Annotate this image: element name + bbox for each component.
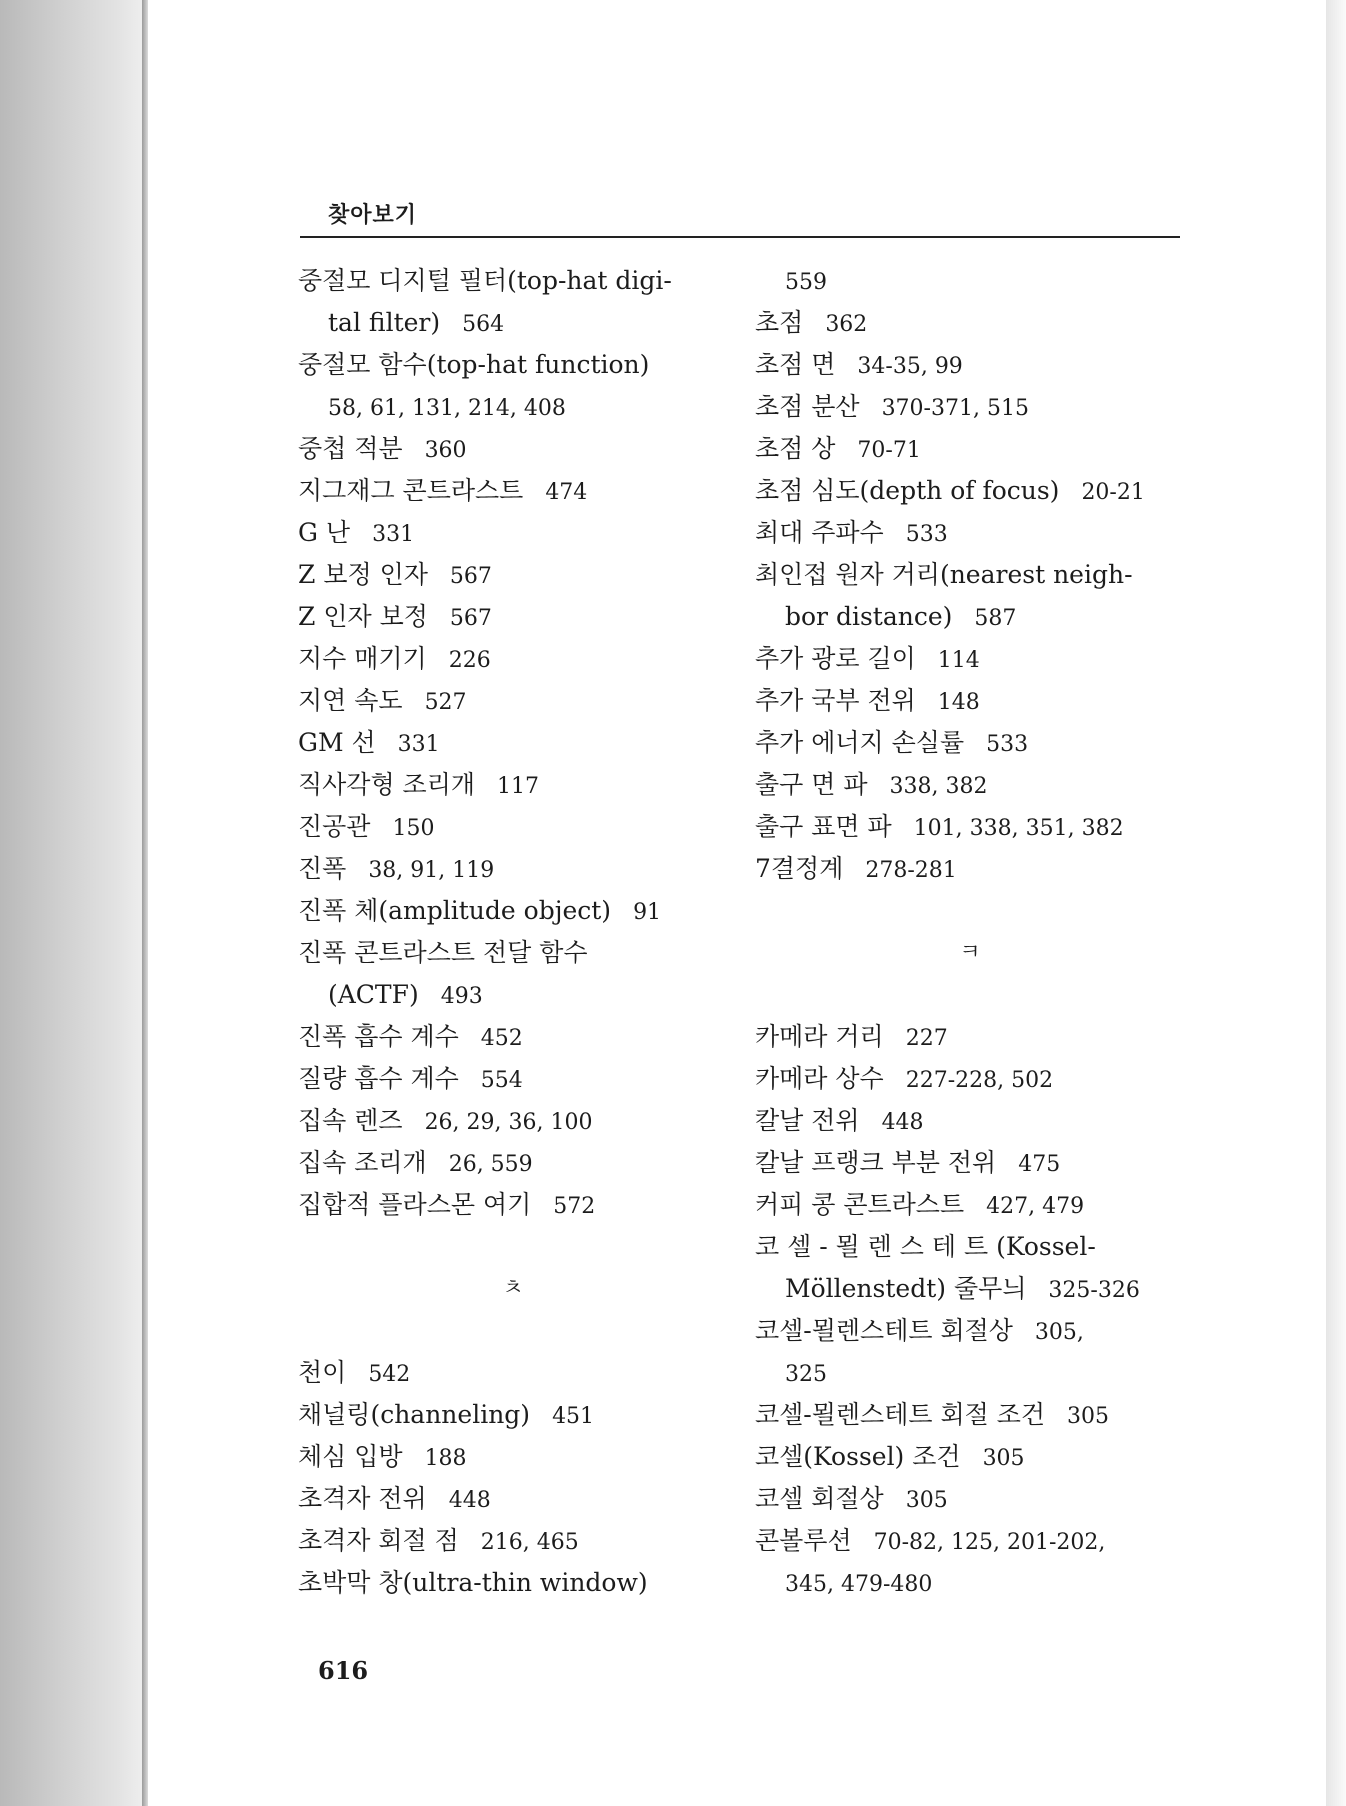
index-entry [298,1520,728,1562]
page-references: 533 [905,522,948,547]
index-term: 칼날 전위 [755,1106,860,1135]
index-entry [298,1394,728,1436]
page-references: 325 [785,1362,827,1387]
index-term: 코셀 회절상 [755,1484,884,1513]
index-term: 카메라 상수 [755,1064,884,1093]
page-references: 305 [1067,1404,1109,1429]
index-entry [755,1310,1185,1352]
index-term: 콘볼루션 [755,1526,852,1555]
index-entry [298,1142,728,1184]
index-term: 지수 매기기 [298,644,427,673]
index-term: 집합적 플라스몬 여기 [298,1190,532,1219]
index-entry [298,890,728,932]
index-entry [755,1478,1185,1520]
index-term: 중절모 함수(top-hat function) [298,350,650,379]
index-entry [298,680,728,722]
index-term: 출구 표면 파 [755,812,892,841]
page-references: 331 [372,522,415,547]
page-references: 227-228, 502 [905,1068,1054,1093]
page-references: 70-82, 125, 201-202, [873,1530,1106,1555]
index-term: 최인접 원자 거리(nearest neigh- [755,560,1133,589]
index-term: 코 셀 - 묄 렌 스 테 트 (Kossel- [755,1232,1096,1261]
index-entry [755,554,1185,596]
index-entry [298,1352,728,1394]
index-entry-continuation [755,1268,1185,1310]
page-references: 26, 29, 36, 100 [424,1110,593,1135]
index-entry [755,638,1185,680]
page-references: 58, 61, 131, 214, 408 [328,396,566,421]
index-term: 초박막 창(ultra-thin window) [298,1568,648,1597]
page-references: 360 [424,438,467,463]
index-entry [755,1436,1185,1478]
index-entry [755,386,1185,428]
index-term: 추가 국부 전위 [755,686,916,715]
page-references: 567 [449,606,492,631]
index-entry-continuation [755,260,1185,302]
index-entry-continuation [755,596,1185,638]
page-references: 26, 559 [448,1152,533,1177]
index-term: 지그재그 콘트라스트 [298,476,524,505]
index-entry [298,1016,728,1058]
index-term: 추가 에너지 손실률 [755,728,965,757]
page-references: 572 [553,1194,596,1219]
index-entry [755,722,1185,764]
index-entry [755,680,1185,722]
index-entry [298,596,728,638]
page-references: 542 [368,1362,411,1387]
page-references: 305 [982,1446,1025,1471]
index-term: 커피 콩 콘트라스트 [755,1190,965,1219]
index-entry-continuation [298,386,728,428]
index-term: 진폭 흡수 계수 [298,1022,459,1051]
index-term: 추가 광로 길이 [755,644,916,673]
page-references: 362 [825,312,868,337]
page-references: 188 [424,1446,467,1471]
index-entry [298,806,728,848]
page-references: 20-21 [1081,480,1145,505]
index-term: 집속 조리개 [298,1148,427,1177]
section-spacer [755,974,1185,1016]
page-references: 331 [397,732,440,757]
index-term: 7결정계 [755,854,844,883]
index-entry [298,344,728,386]
index-entry [298,764,728,806]
index-entry-continuation [298,974,728,1016]
index-term: 진폭 [298,854,347,883]
page-references: 101, 338, 351, 382 [913,816,1124,841]
section-spacer [298,1310,728,1352]
index-entry [755,428,1185,470]
page-references: 564 [462,312,505,337]
page-references: 114 [937,648,980,673]
page-references: 533 [986,732,1029,757]
index-term: 채널링(channeling) [298,1400,531,1429]
index-term: 집속 렌즈 [298,1106,403,1135]
page-number: 616 [318,1656,369,1685]
index-entry [755,1184,1185,1226]
index-term: 진폭 콘트라스트 전달 함수 [298,938,588,967]
page-references: 226 [448,648,491,673]
page-references: 34-35, 99 [857,354,963,379]
index-term: 천이 [298,1358,347,1387]
index-entry [755,1100,1185,1142]
page-references: 493 [440,984,483,1009]
index-term: 카메라 거리 [755,1022,884,1051]
index-entry [298,848,728,890]
index-entry-continuation [298,302,728,344]
page-references: 148 [937,690,980,715]
index-term: 직사각형 조리개 [298,770,475,799]
index-term: 초점 분산 [755,392,860,421]
index-entry [298,260,728,302]
page-references: 216, 465 [480,1530,579,1555]
page-references: 325-326 [1048,1278,1140,1303]
page-references: 559 [785,270,827,295]
index-entry [298,1058,728,1100]
index-term: 코셀(Kossel) 조건 [755,1442,961,1471]
index-entry [755,1058,1185,1100]
running-header [300,196,1180,238]
index-term: 초점 상 [755,434,836,463]
index-term: 칼날 프랭크 부분 전위 [755,1148,997,1177]
page-references: 227 [905,1026,948,1051]
index-entry [298,554,728,596]
index-term: 진공관 [298,812,371,841]
index-entry [298,1436,728,1478]
header-title: 찾아보기 [328,203,418,228]
index-entry [755,470,1185,512]
index-term: 초격자 회절 점 [298,1526,459,1555]
section-letter-heading: ㅋ [959,940,981,965]
index-term: 최대 주파수 [755,518,884,547]
page-references: 150 [392,816,435,841]
index-entry-continuation [755,1352,1185,1394]
index-entry [755,1016,1185,1058]
index-entry [298,638,728,680]
page-references: 475 [1018,1152,1061,1177]
index-entry [298,1184,728,1226]
index-entry [755,1142,1185,1184]
page-references: 567 [449,564,492,589]
index-term: 초점 면 [755,350,836,379]
page-references: 448 [448,1488,491,1513]
page-references: 448 [881,1110,924,1135]
page-references: 427, 479 [986,1194,1085,1219]
section-spacer [755,890,1185,932]
index-term: 초점 [755,308,804,337]
section-spacer [298,1226,728,1268]
index-entry [298,932,728,974]
index-term: 질량 흡수 계수 [298,1064,459,1093]
page-references: 345, 479-480 [785,1572,933,1597]
index-term: GM 선 [298,728,376,757]
index-column-left [298,260,728,1604]
page-references: 305, [1034,1320,1084,1345]
index-entry [755,512,1185,554]
index-entry [755,344,1185,386]
index-entry [298,1562,728,1604]
index-entry [755,1520,1185,1562]
index-entry [755,806,1185,848]
index-term: 초점 심도(depth of focus) [755,476,1060,505]
page-references: 338, 382 [889,774,988,799]
index-term: 중절모 디지털 필터(top-hat digi- [298,266,672,295]
index-term: Möllenstedt) 줄무늬 [785,1274,1027,1303]
index-term: (ACTF) [328,980,419,1009]
index-term: Z 보정 인자 [298,560,428,589]
page-references: 451 [552,1404,595,1429]
index-term: Z 인자 보정 [298,602,428,631]
index-entry [755,1394,1185,1436]
index-term: 출구 면 파 [755,770,868,799]
page-references: 527 [424,690,467,715]
index-term: 중첩 적분 [298,434,403,463]
page-references: 370-371, 515 [881,396,1029,421]
page-references: 474 [545,480,588,505]
index-term: 진폭 체(amplitude object) [298,896,612,925]
index-term: G 난 [298,518,351,547]
page-references: 278-281 [865,858,957,883]
page-references: 117 [497,774,539,799]
index-entry [298,722,728,764]
index-term: 지연 속도 [298,686,403,715]
page-references: 554 [480,1068,523,1093]
index-entry [755,1226,1185,1268]
index-entry-continuation [755,1562,1185,1604]
index-entry [298,1478,728,1520]
page-edge [1326,0,1346,1806]
index-entry [298,470,728,512]
index-column-right [755,260,1185,1604]
index-entry [298,1100,728,1142]
index-entry [298,428,728,470]
page-references: 70-71 [857,438,921,463]
index-entry [755,302,1185,344]
page-references: 38, 91, 119 [368,858,495,883]
index-term: 코셀-묄렌스테트 회절상 [755,1316,1013,1345]
index-term: bor distance) [785,602,953,631]
index-term: tal filter) [328,308,441,337]
index-term: 초격자 전위 [298,1484,427,1513]
index-entry [298,512,728,554]
page-references: 305 [905,1488,948,1513]
section-letter-heading: ㅊ [502,1276,524,1301]
index-entry [755,848,1185,890]
page-references: 452 [480,1026,523,1051]
book-spine [0,0,148,1806]
index-term: 코셀-묄렌스테트 회절 조건 [755,1400,1045,1429]
index-term: 체심 입방 [298,1442,403,1471]
page-references: 587 [974,606,1017,631]
page-references: 91 [633,900,662,925]
index-entry [755,764,1185,806]
